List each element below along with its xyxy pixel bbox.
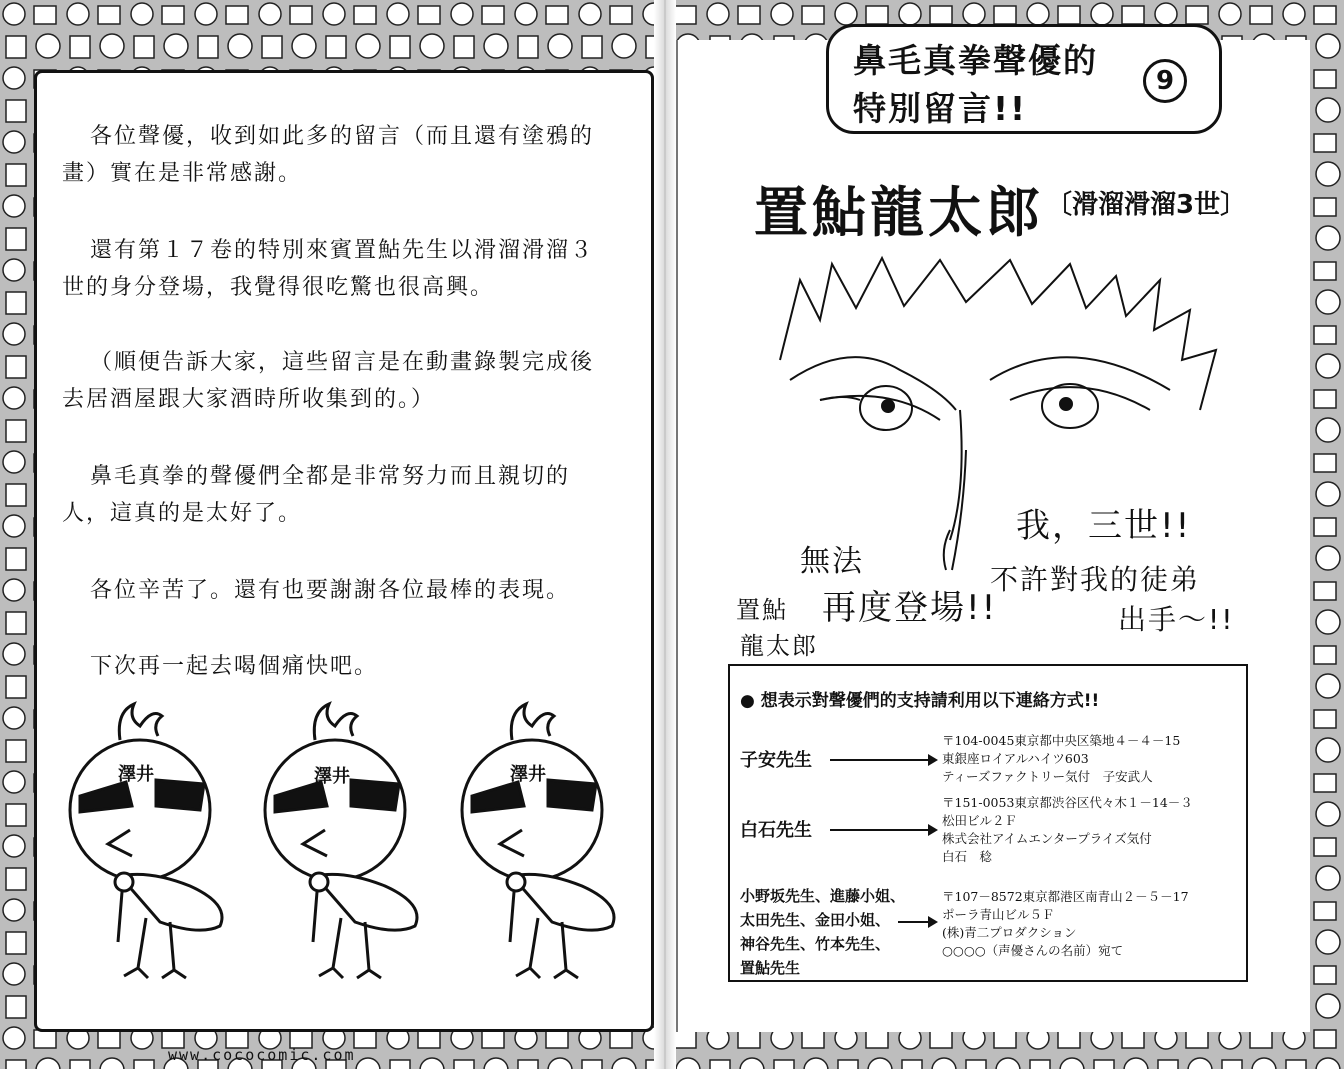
paragraph-line: 各位辛苦了。還有也要謝謝各位最棒的表現。 — [90, 578, 571, 603]
paragraph-line: 鼻毛真拳的聲優們全都是非常努力而且親切的 — [90, 464, 571, 489]
bird-label-3: 澤井 — [510, 764, 546, 785]
address-line: 株式会社アイムエンタープライズ気付 — [942, 831, 1152, 846]
paragraph-line: （順便告訴大家，這些留言是在動畫錄製完成後 — [90, 350, 595, 375]
address-line: 東銀座ロイアルハイツ603 — [942, 751, 1089, 766]
recipient-shiraishi: 白石先生 — [740, 820, 812, 841]
site-watermark: www.cococomic.com — [168, 1046, 356, 1064]
drawing-signature-1: 置鮎 — [736, 596, 788, 624]
drawing-phrase-2: 再度登場!! — [822, 588, 998, 628]
arrow-line — [830, 759, 930, 761]
bird-label-1: 澤井 — [118, 764, 154, 785]
paragraph-line: 各位聲優，收到如此多的留言（而且還有塗鴉的 — [90, 124, 595, 149]
recipient-line: 神谷先生、竹本先生、 — [740, 935, 891, 953]
drawing-phrase-4: 出手～!! — [1118, 603, 1235, 636]
address-line: ポーラ青山ビル５Ｆ — [942, 907, 1055, 922]
bird-label-2: 澤井 — [314, 766, 350, 787]
arrow-line — [898, 921, 928, 923]
paragraph-line: 人，這真的是太好了。 — [62, 501, 303, 526]
page-title-line-1: 鼻毛真拳聲優的 — [853, 41, 1098, 80]
address-line: 白石 稔 — [942, 849, 993, 864]
address-shiraishi — [942, 794, 1193, 866]
paragraph-thanks — [62, 118, 622, 192]
paragraph-line: 世的身分登場，我覺得很吃驚也很高興。 — [62, 275, 495, 300]
drawing-phrase-3: 不許對我的徒弟 — [990, 563, 1201, 596]
arrow-line — [830, 829, 930, 831]
address-line: ティーズファクトリー気付 子安武人 — [942, 769, 1153, 784]
address-aoni — [942, 888, 1189, 960]
recipient-koyasu: 子安先生 — [740, 750, 812, 771]
recipient-aoni-group — [740, 884, 905, 980]
title-box — [826, 24, 1222, 134]
address-line: 〒151-0053東京都渋谷区代々木１－14－３ — [942, 795, 1193, 810]
drawing-phrase-1: 無法 — [800, 544, 864, 579]
paragraph-line: 下次再一起去喝個痛快吧。 — [90, 654, 379, 679]
paragraph-line: 畫）實在是非常感謝。 — [62, 161, 303, 186]
paragraph-guest — [62, 232, 622, 306]
paragraph-otsukare — [62, 572, 622, 609]
address-line: ○○○○（声優さんの名前）宛て — [942, 943, 1124, 958]
drawing-shout: 我，三世!! — [1016, 506, 1192, 546]
guest-role: 〔滑溜滑溜3世〕 — [1046, 190, 1247, 220]
drawing-signature-2: 龍太郎 — [740, 632, 818, 660]
paragraph-note — [62, 344, 622, 418]
arrow-right-icon — [928, 754, 938, 766]
paragraph-line: 還有第１７卷的特別來賓置鮎先生以滑溜滑溜３ — [90, 238, 595, 263]
paragraph-line: 去居酒屋跟大家酒時所收集到的。） — [62, 387, 436, 412]
address-line: 松田ビル２Ｆ — [942, 813, 1018, 828]
contact-heading: ● 想表示對聲優們的支持請利用以下連絡方式!! — [740, 691, 1100, 711]
page-title-line-2: 特別留言!! — [853, 89, 1028, 128]
address-line: 〒107－8572東京都港区南青山２－５－17 — [942, 889, 1189, 904]
guest-name: 置鮎龍太郎 — [754, 180, 1044, 244]
contact-info-box — [728, 664, 1248, 982]
volume-badge: 9 — [1143, 59, 1187, 103]
bird-mascot-illustration — [60, 700, 640, 1000]
arrow-right-icon — [928, 916, 938, 928]
recipient-line: 小野坂先生、進藤小姐、 — [740, 887, 906, 905]
address-line: 〒104-0045東京都中央区築地４－４－15 — [942, 733, 1181, 748]
paragraph-praise — [62, 458, 622, 532]
recipient-line: 置鮎先生 — [740, 959, 801, 977]
address-line: (株)青二プロダクション — [942, 925, 1077, 940]
address-koyasu — [942, 732, 1180, 786]
paragraph-closing — [62, 648, 622, 685]
book-gutter — [654, 0, 676, 1069]
recipient-line: 太田先生、金田小姐、 — [740, 911, 891, 929]
arrow-right-icon — [928, 824, 938, 836]
